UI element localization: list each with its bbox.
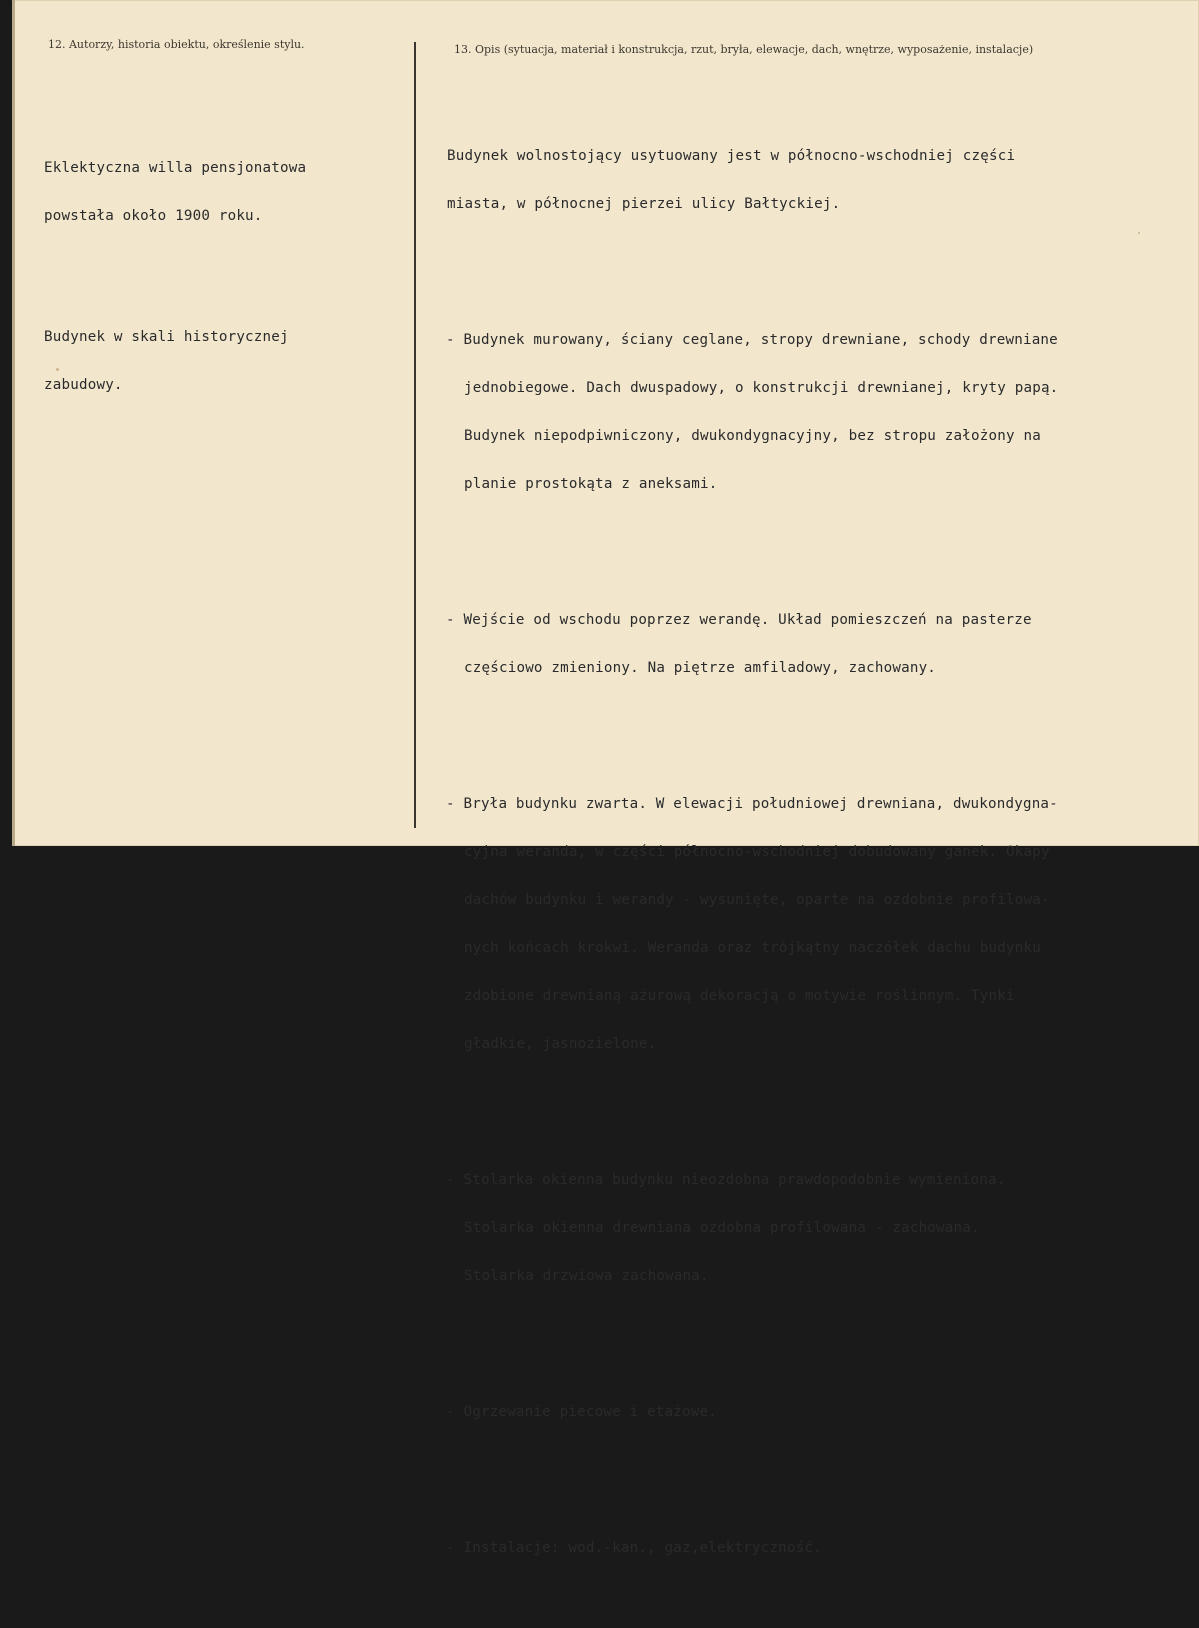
text-line: jednobiegowe. Dach dwuspadowy, o konstrukcji drewnianej, kryty papą. bbox=[464, 380, 1059, 396]
section-13-content bbox=[447, 84, 1058, 1628]
text-line: - Instalacje: wod.-kan., gaz,elektryczność. bbox=[446, 1540, 1058, 1556]
left-paragraph bbox=[44, 128, 306, 256]
text-line: - Budynek murowany, ściany ceglane, stropy drewniane, schody drewniane bbox=[446, 332, 1058, 348]
list-item bbox=[447, 300, 1058, 524]
intro-paragraph bbox=[447, 116, 1058, 244]
text-line: - Bryła budynku zwarta. W elewacji południowej drewniana, dwukondygna- bbox=[446, 796, 1058, 812]
text-line: powstała około 1900 roku. bbox=[44, 208, 263, 224]
text-line: częściowo zmieniony. Na piętrze amfiladowy, zachowany. bbox=[464, 660, 937, 676]
column-divider bbox=[414, 42, 416, 828]
text-line: - Ogrzewanie piecowe i etażowe. bbox=[446, 1404, 1058, 1420]
paper-speck bbox=[56, 368, 59, 371]
section-12-content bbox=[44, 96, 306, 466]
text-line: - Wejście od wschodu poprzez werandę. Układ pomieszczeń na pasterze bbox=[446, 612, 1058, 628]
list-item bbox=[447, 1372, 1058, 1452]
text-line: Stolarka drzwiowa zachowana. bbox=[464, 1268, 709, 1284]
inventory-card bbox=[12, 0, 1199, 1556]
text-line: planie prostokąta z aneksami. bbox=[464, 476, 718, 492]
text-line: gładkie, jasnozielone. bbox=[464, 1036, 657, 1052]
left-paragraph bbox=[44, 297, 306, 425]
text-line: Budynek niepodpiwniczony, dwukondygnacyjny, bez stropu założony na bbox=[464, 428, 1041, 444]
text-line: Budynek wolnostojący usytuowany jest w północno-wschodniej części bbox=[447, 148, 1016, 164]
text-line: - Stolarka okienna budynku nieozdobna prawdopodobnie wymieniona. bbox=[446, 1172, 1058, 1188]
section-12-heading: 12. Autorzy, historia obiektu, określenie stylu. bbox=[48, 38, 305, 51]
text-line: miasta, w północnej pierzei ulicy Bałtyckiej. bbox=[447, 196, 841, 212]
list-item bbox=[447, 764, 1058, 1084]
list-item bbox=[447, 580, 1058, 708]
text-line: Budynek w skali historycznej bbox=[44, 329, 289, 345]
text-line: zabudowy. bbox=[44, 377, 123, 393]
section-13-heading: 13. Opis (sytuacja, materiał i konstrukcja, rzut, bryła, elewacje, dach, wnętrze, wyposażenie, instalacje) bbox=[454, 43, 1034, 56]
paper-speck bbox=[1138, 232, 1140, 234]
text-line: dachów budynku i werandy - wysunięte, oparte na ozdobnie profilowa- bbox=[464, 892, 1050, 908]
list-item bbox=[447, 1140, 1058, 1316]
text-line: zdobione drewnianą ażurową dekoracją o motywie roślinnym. Tynki bbox=[464, 988, 1015, 1004]
text-line: cyjna weranda, w części północno-wschodniej dobudowany ganek. Okapy bbox=[464, 844, 1050, 860]
text-line: Stolarka okienna drewniana ozdobna profilowana - zachowana. bbox=[464, 1220, 980, 1236]
text-line: nych końcach krokwi. Weranda oraz trójkątny naczółek dachu budynku bbox=[464, 940, 1041, 956]
text-line: Eklektyczna willa pensjonatowa bbox=[44, 160, 307, 176]
list-item bbox=[447, 1508, 1058, 1588]
